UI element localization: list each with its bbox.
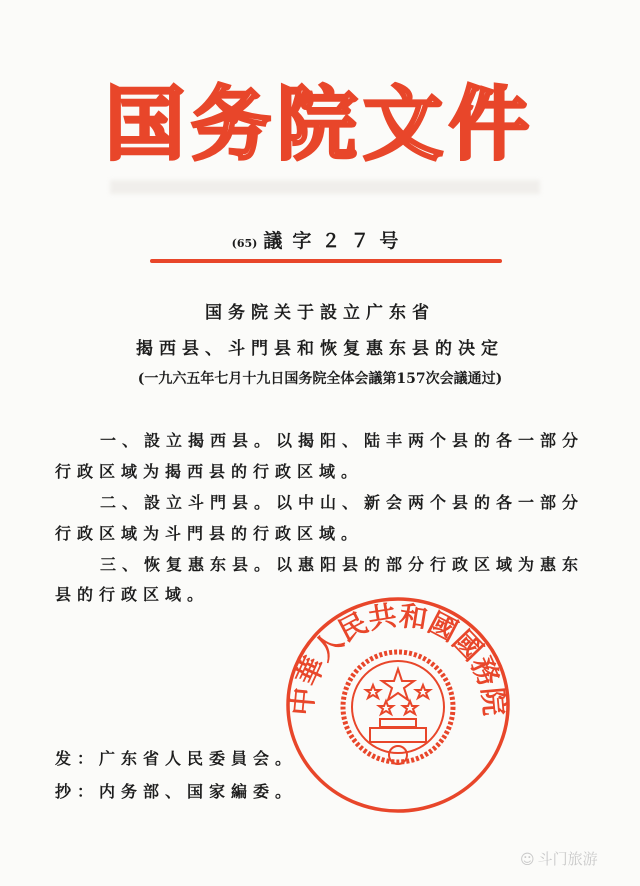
seal-text: 中華人民共和國國務院 (285, 598, 511, 717)
body-paragraph-2: 二、設立斗門县。以中山、新会两个县的各一部分 (100, 493, 585, 512)
document-code: 議字２７号 (263, 230, 409, 252)
wechat-icon: ☺ (520, 852, 535, 868)
body-paragraph-3-cont: 县的行政区域。 (55, 585, 210, 604)
document-year: (65) (231, 237, 258, 250)
body-paragraph-2-cont: 行政区域为斗門县的行政区域。 (55, 524, 364, 543)
distribution-copy: 抄：内务部、国家編委。 (55, 782, 298, 801)
document-number (0, 226, 640, 253)
title-line-1: 国务院关于設立广东省 (205, 303, 435, 323)
title-line-2: 揭西县、斗門县和恢复惠东县的决定 (136, 339, 504, 359)
distribution-send: 发：广东省人民委員会。 (55, 749, 298, 768)
red-divider (150, 259, 502, 263)
body-paragraph-1-cont: 行政区域为揭西县的行政区域。 (55, 462, 364, 481)
bleed-through-shadow (110, 180, 540, 194)
body-paragraph-3: 三、恢复惠东县。以惠阳县的部分行政区域为惠东 (100, 555, 585, 574)
national-emblem-icon (343, 652, 453, 764)
watermark: ☺ 斗门旅游 (520, 850, 598, 868)
body-paragraph-1: 一、設立揭西县。以揭阳、陆丰两个县的各一部分 (100, 431, 585, 450)
title-subtitle: (一九六五年七月十九日国务院全体会議第157次会議通过) (137, 371, 503, 387)
official-seal (285, 597, 511, 815)
document-masthead: 国务院文件 (105, 78, 535, 171)
